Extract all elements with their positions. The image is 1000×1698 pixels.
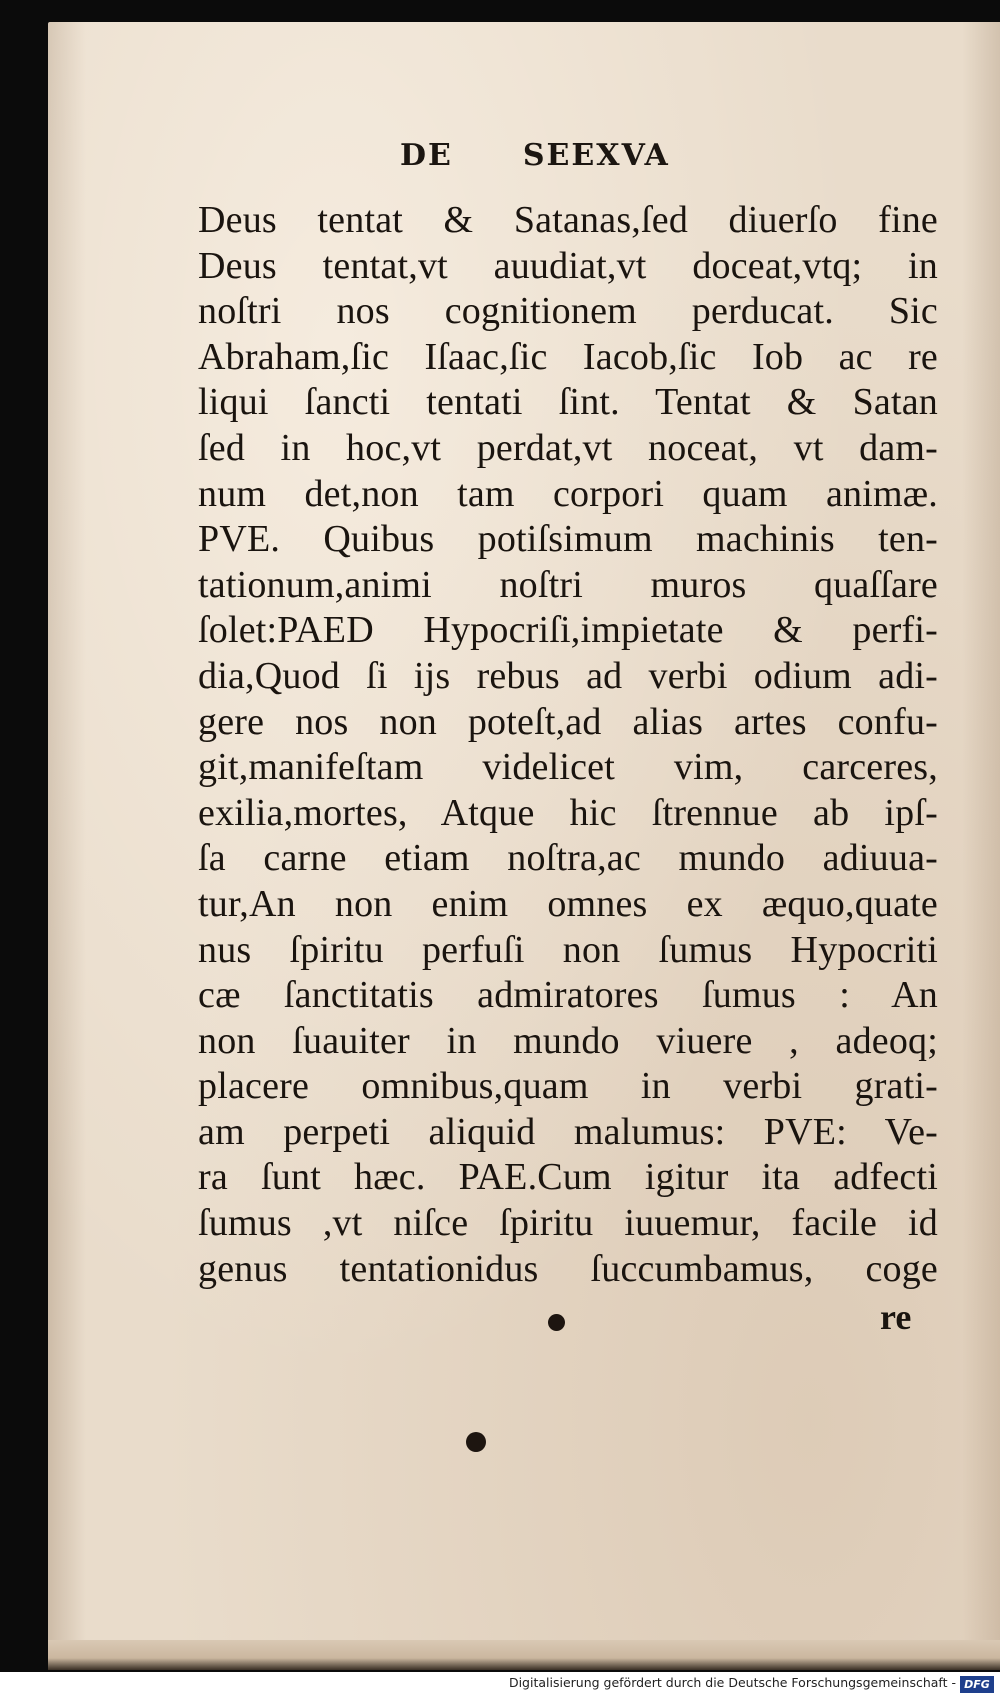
- text-line: cæ ſanctitatis admiratores ſumus : An: [198, 974, 938, 1017]
- dfg-logo-icon: DFG: [960, 1676, 994, 1693]
- text-line: ſa carne etiam noſtra,ac mundo adiuua-: [198, 837, 938, 880]
- text-line: tur,An non enim omnes ex æquo,quate: [198, 882, 938, 925]
- text-line: num det,non tam corpori quam animæ.: [198, 472, 938, 515]
- text-line: am perpeti aliquid malumus: PVE: Ve-: [198, 1110, 938, 1153]
- text-line: tationum,animi noſtri muros quaſſare: [198, 563, 938, 606]
- page-bottom-edge: [48, 1640, 1000, 1670]
- text-line: placere omnibus,quam in verbi grati-: [198, 1065, 938, 1108]
- text-line: liqui ſancti tentati ſint. Tentat & Satan: [198, 381, 938, 424]
- text-line: Deus tentat,vt auudiat,vt doceat,vtq; in: [198, 244, 938, 287]
- running-head-left: DE: [400, 138, 453, 173]
- text-line: ſed in hoc,vt perdat,vt noceat, vt dam-: [198, 426, 938, 469]
- text-line: exilia,mortes, Atque hic ſtrennue ab ipſ-: [198, 791, 938, 834]
- text-line: nus ſpiritu perfuſi non ſumus Hypocriti: [198, 928, 938, 971]
- body-text: [198, 198, 938, 1292]
- running-head: [400, 138, 700, 173]
- text-line: dia,Quod ſi ijs rebus ad verbi odium adi-: [198, 654, 938, 697]
- text-line: non ſuauiter in mundo viuere , adeoq;: [198, 1019, 938, 1062]
- catchword: re: [880, 1297, 912, 1337]
- ink-spot: [548, 1314, 565, 1331]
- footer-credit: Digitalisierung gefördert durch die Deutsche Forschungsgemeinschaft -: [508, 1675, 956, 1690]
- text-line: Abraham,ſic Iſaac,ſic Iacob,ſic Iob ac re: [198, 335, 938, 378]
- text-line: gere nos non poteſt,ad alias artes confu-: [198, 700, 938, 743]
- text-line: ſumus ,vt niſce ſpiritu iuuemur, facile id: [198, 1202, 938, 1245]
- text-line: ra ſunt hæc. PAE.Cum igitur ita adfecti: [198, 1156, 938, 1199]
- digitization-footer: [0, 1672, 1000, 1698]
- text-line: noſtri nos cognitionem perducat. Sic: [198, 290, 938, 333]
- running-head-right: SEEXVA: [522, 138, 670, 173]
- text-line: git,manifeſtam videlicet vim, carceres,: [198, 746, 938, 789]
- text-line: PVE. Quibus potiſsimum machinis ten-: [198, 518, 938, 561]
- text-line: genus tentationidus ſuccumbamus, coge: [198, 1247, 938, 1290]
- text-line: ſolet:PAED Hypocriſi,impietate & perfi-: [198, 609, 938, 652]
- ink-spot: [466, 1432, 486, 1452]
- text-line: Deus tentat & Satanas,ſed diuerſo fine: [198, 199, 938, 241]
